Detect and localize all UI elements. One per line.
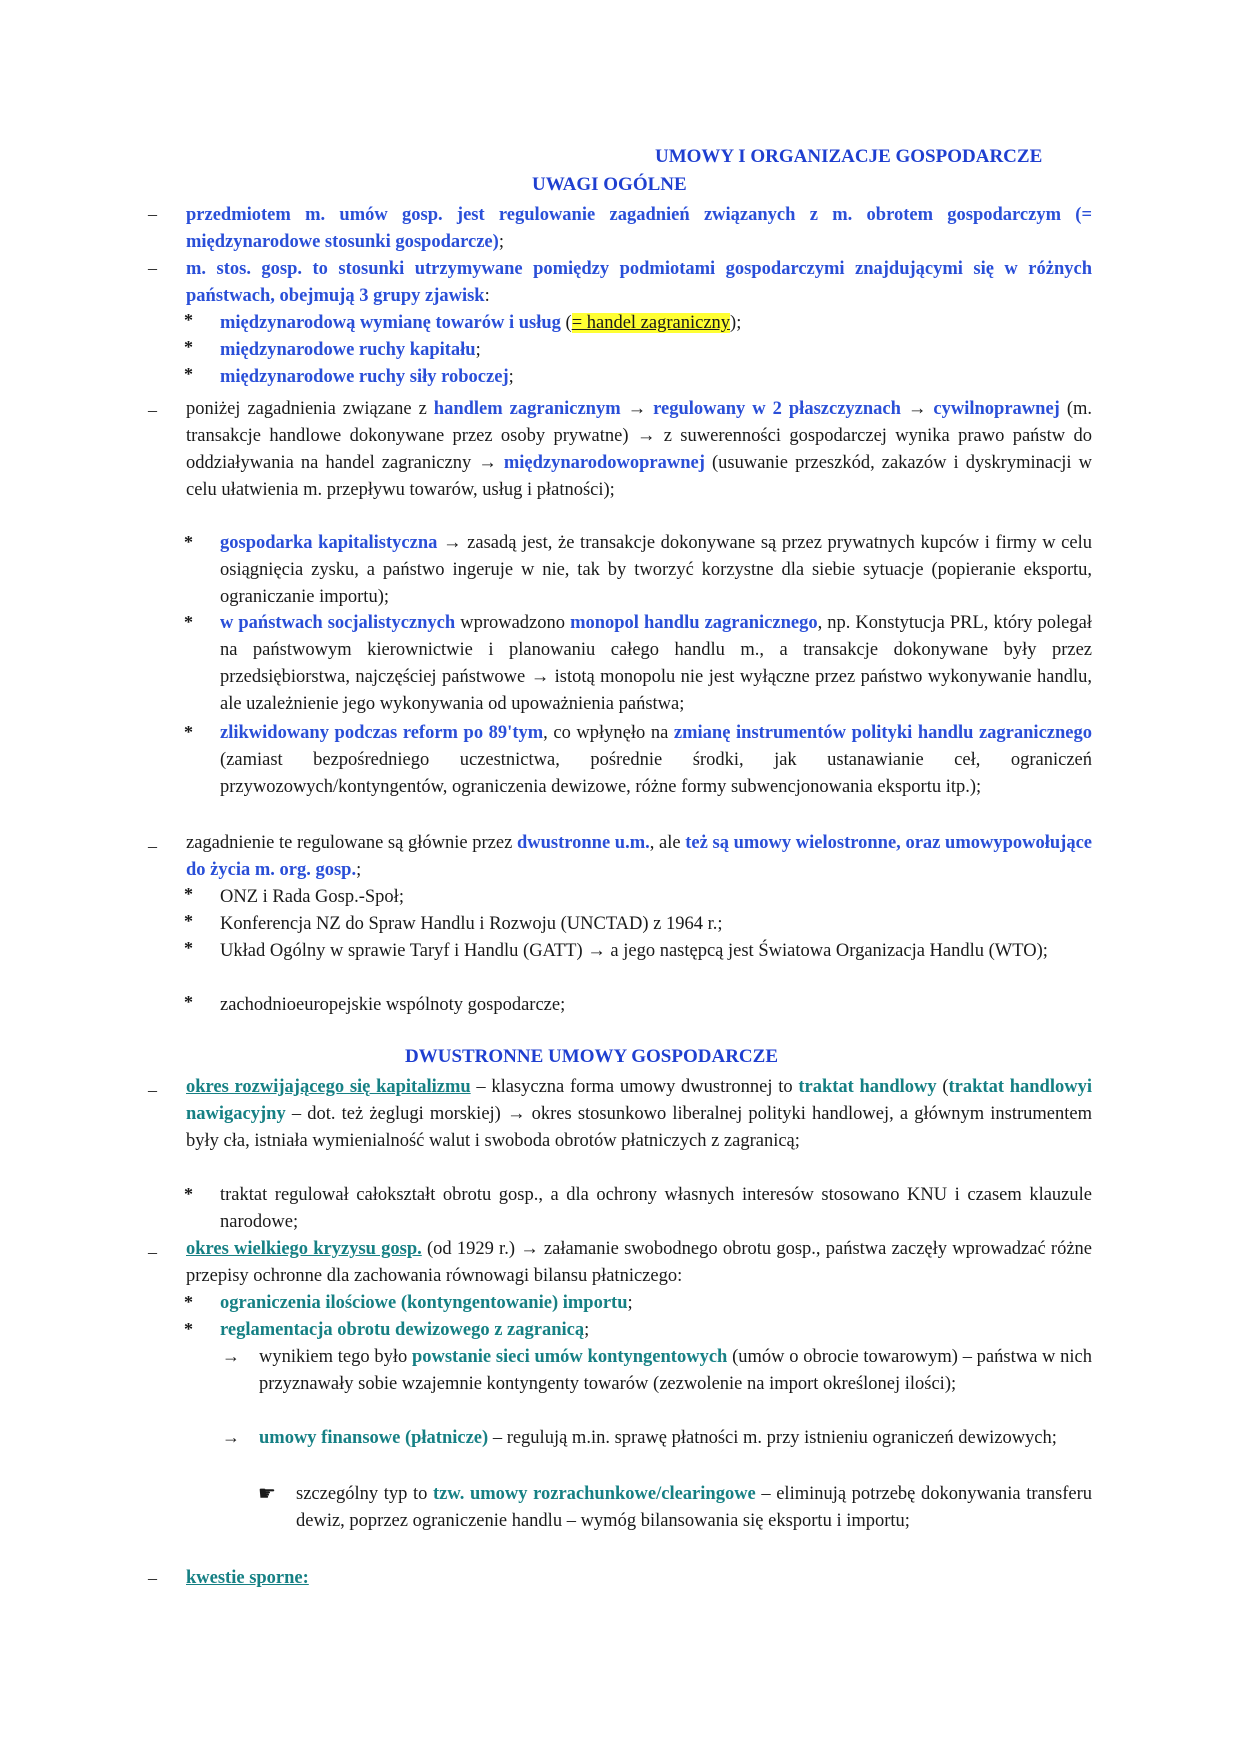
text: wynikiem tego było [259, 1347, 412, 1367]
bold-text: m. stos. gosp. to stosunki utrzymywane pomiędzy podmiotami gospodarczymi znajdującymi się w różnych państwach, obejmują 3 grupy zjawisk [186, 259, 1092, 306]
paragraph-crisis [186, 1236, 1092, 1290]
star-bullet: * [184, 911, 193, 931]
bold-text: cywilnoprawnej [933, 399, 1060, 419]
highlighted-text: = handel zagraniczny [571, 313, 731, 333]
underlined-heading: okres wielkiego kryzysu gosp. [186, 1239, 422, 1259]
paragraph-disputes [186, 1565, 1092, 1592]
list-item [220, 530, 1092, 611]
star-bullet: * [184, 1319, 193, 1339]
text: , co wpłynęło na [543, 723, 674, 743]
bold-text: też są umowy wielostronne, oraz umowypowołujące do życia m. org. gosp. [186, 833, 1092, 880]
bold-text: dwustronne u.m. [516, 833, 650, 853]
dash-bullet: – [148, 836, 157, 856]
text: ; [356, 860, 362, 880]
text: ; [498, 232, 504, 252]
bold-text: przedmiotem m. umów gosp. jest regulowanie zagadnień związanych z m. obrotem gospodarczym (= międzynarodowe stosunki gospodarcze) [186, 205, 1092, 252]
dash-bullet: – [148, 204, 157, 224]
text: ( [936, 1077, 949, 1097]
paragraph-subject [186, 202, 1092, 256]
star-bullet: * [184, 938, 193, 958]
bold-text: ograniczenia ilościowe (kontyngentowanie) importu [220, 1293, 628, 1313]
list-item [220, 310, 1092, 337]
text: – regulują m.in. sprawę płatności m. przy istnieniu ograniczeń dewizowych; [488, 1428, 1057, 1448]
bold-text: międzynarodowoprawnej [503, 453, 705, 473]
list-item [220, 1317, 1092, 1344]
text: → [620, 399, 654, 419]
text: ; [508, 367, 514, 387]
list-item [296, 1481, 1092, 1535]
paragraph-relations [186, 256, 1092, 310]
arrow-bullet: → [222, 1427, 240, 1447]
bold-text: umowy finansowe (płatnicze) [259, 1428, 489, 1448]
list-item: zachodnioeuropejskie wspólnoty gospodarcze; [220, 995, 566, 1015]
text: (usuwanie przeszkód, zakazów i dyskryminacji w celu ułatwienia m. przepływu towarów, usług i płatności); [186, 453, 1092, 500]
text: ; [627, 1293, 633, 1313]
bold-text: powstanie sieci umów kontyngentowych [411, 1347, 728, 1367]
list-item [259, 1425, 1092, 1452]
text: ); [730, 313, 742, 333]
text: , ale [649, 833, 686, 853]
dash-bullet: – [148, 1080, 157, 1100]
text: poniżej zagadnienia związane z [186, 399, 434, 419]
bold-text: w państwach socjalistycznych [220, 613, 456, 633]
bold-text: międzynarodowe ruchy siły roboczej [220, 367, 509, 387]
dash-bullet: – [148, 258, 157, 278]
paragraph-capitalism [186, 1074, 1092, 1155]
bold-text: handlem zagranicznym [433, 399, 621, 419]
text: – eliminują potrzebę dokonywania transferu dewiz, poprzez ograniczenie handlu – wymóg bilansowania się eksportu i importu; [296, 1484, 1092, 1531]
bold-text: regulowany w 2 płaszczyznach [653, 399, 901, 419]
text: ; [475, 340, 481, 360]
list-item: ONZ i Rada Gosp.-Społ; [220, 887, 404, 907]
text: szczególny typ to [296, 1484, 434, 1504]
text: wprowadzono [455, 613, 571, 633]
text: (zamiast bezpośredniego uczestnictwa, pośrednie środki, jak ustanawianie ceł, ograniczeń przywozowych/kontyngentów, ograniczenia dewizowe, różne formy subwencjonowania eksportu itp.); [220, 750, 1092, 797]
dash-bullet: – [148, 1568, 157, 1588]
bold-text: traktat handlowy [798, 1077, 937, 1097]
text: → zasadą jest, że transakcje dokonywane są przez prywatnych kupców i firmy w celu osiągnięcia zysku, a państwo ingeruje w nie, tak by tworzyć korzystne dla siebie sytuacje (popieranie eksportu, ograniczanie importu); [220, 533, 1092, 607]
list-item [220, 610, 1092, 718]
star-bullet: * [184, 532, 193, 552]
text: (umów o obrocie towarowym) – państwa w nich przyznawały sobie wzajemnie kontyngenty towarów (zezwolenie na import określonej ilości); [259, 1347, 1092, 1394]
text: : [484, 286, 490, 306]
star-bullet: * [184, 310, 193, 330]
bold-text: zlikwidowany podczas reform po 89'tym [220, 723, 544, 743]
text: ( [560, 313, 572, 333]
text: → [900, 399, 934, 419]
text: (m. transakcje handlowe dokonywane przez osoby prywatne) → z suwerenności gospodarczej wynika prawo państw do oddziaływania na handel zagraniczny → [186, 399, 1093, 473]
pointing-hand-icon: ☛ [258, 1483, 276, 1505]
star-bullet: * [184, 337, 193, 357]
text: , np. Konstytucja PRL, który polegał na państwowym kierownictwie i planowaniu całego handlu m., a transakcje dokonywane były przez przedsiębiorstwa, najczęściej państwowe → istotą monopolu nie jest wyłączne przez państwo wykonywanie handlu, ale uzależnienie jego wykonywania od upoważnienia państwa; [220, 613, 1092, 714]
bold-text: tzw. umowy rozrachunkowe/clearingowe [433, 1484, 756, 1504]
bold-text: międzynarodową wymianę towarów i usług [220, 313, 561, 333]
star-bullet: * [184, 612, 193, 632]
underlined-heading: okres rozwijającego się kapitalizmu [186, 1077, 471, 1097]
list-item: Układ Ogólny w sprawie Taryf i Handlu (GATT) → a jego następcą jest Światowa Organizacja Handlu (WTO); [220, 941, 1048, 961]
text: (od 1929 r.) → załamanie swobodnego obrotu gosp., państwa zaczęły wprowadzać różne przepisy ochronne dla zachowania równowagi bilansu płatniczego: [186, 1239, 1092, 1286]
bold-text: zmianę instrumentów polityki handlu zagranicznego [673, 723, 1092, 743]
paragraph-foreign-trade [186, 396, 1092, 504]
bold-text: gospodarka kapitalistyczna [220, 533, 438, 553]
star-bullet: * [184, 364, 193, 384]
arrow-bullet: → [222, 1346, 240, 1366]
list-item [220, 364, 1092, 391]
paragraph-regulation [186, 830, 1092, 884]
star-bullet: * [184, 1292, 193, 1312]
text: ; [584, 1320, 590, 1340]
list-item: traktat regulował całokształt obrotu gosp., a dla ochrony własnych interesów stosowano KNU i czasem klauzule narodowe; [220, 1185, 1092, 1232]
list-item [220, 337, 1092, 364]
dash-bullet: – [148, 400, 157, 420]
text: – klasyczna forma umowy dwustronnej to [470, 1077, 799, 1097]
list-item: Konferencja NZ do Spraw Handlu i Rozwoju (UNCTAD) z 1964 r.; [220, 914, 723, 934]
bold-text: traktat handlowyi nawigacyjny [186, 1077, 1092, 1124]
bold-text: reglamentacja obrotu dewizowego z zagranicą [220, 1320, 585, 1340]
list-item [220, 720, 1092, 801]
document-title: UMOWY I ORGANIZACJE GOSPODARCZE [655, 146, 1043, 167]
text: – dot. też żeglugi morskiej) → okres stosunkowo liberalnej polityki handlowej, a głównym instrumentem były cła, istniała wymienialność walut i swoboda obrotów płatniczych z zagranicą; [186, 1104, 1092, 1151]
list-item [259, 1344, 1092, 1398]
star-bullet: * [184, 884, 193, 904]
star-bullet: * [184, 722, 193, 742]
bold-text: międzynarodowe ruchy kapitału [220, 340, 476, 360]
section-heading-general: UWAGI OGÓLNE [532, 174, 687, 195]
text: zagadnienie te regulowane są głównie przez [186, 833, 517, 853]
dash-bullet: – [148, 1242, 157, 1262]
star-bullet: * [184, 992, 193, 1012]
star-bullet: * [184, 1184, 193, 1204]
bold-text: monopol handlu zagranicznego [570, 613, 818, 633]
underlined-heading: kwestie sporne: [186, 1568, 309, 1588]
list-item [220, 1290, 1092, 1317]
section-heading-bilateral: DWUSTRONNE UMOWY GOSPODARCZE [405, 1046, 778, 1067]
